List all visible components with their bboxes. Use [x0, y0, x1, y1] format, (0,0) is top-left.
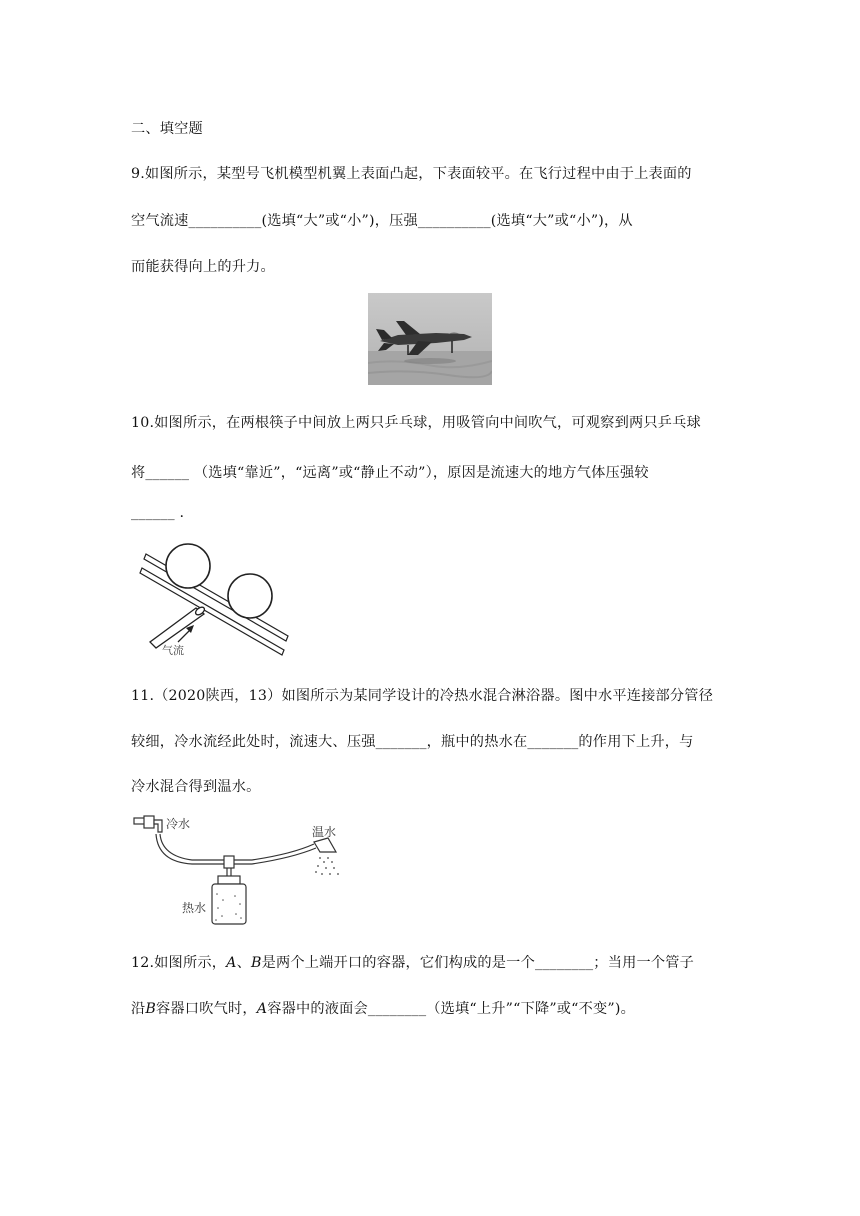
q9-line-1: 9.如图所示，某型号飞机模型机翼上表面凸起，下表面较平。在飞行过程中由于上表面的 — [131, 166, 692, 182]
q10-line-2: 将______ （选填“靠近”，“远离”或“静止不动”），原因是流速大的地方气体压强较 — [131, 465, 649, 481]
section-title: 二、填空题 — [131, 121, 203, 137]
var-a: A — [226, 955, 237, 971]
q12-line-1-post: 是两个上端开口的容器，它们构成的是一个________；当用一个管子 — [261, 955, 695, 971]
q11-line-1: 11.（2020陕西，13）如图所示为某同学设计的冷热水混合淋浴器。图中水平连接部分管径 — [131, 688, 714, 704]
q11-line-3: 冷水混合得到温水。 — [131, 779, 261, 795]
airplane-photo — [368, 293, 492, 385]
q12-line-1-pre: 12.如图所示， — [131, 955, 227, 971]
q10-line-3: ______ . — [131, 505, 185, 521]
q12-line-1 — [131, 952, 694, 972]
ping-pong-figure — [138, 538, 298, 658]
cold-water-label: 冷水 — [166, 817, 191, 831]
airflow-label: 气流 — [162, 644, 184, 657]
q10-line-1: 10.如图所示，在两根筷子中间放上两只乒乓球，用吸管向中间吹气，可观察到两只乒乓球 — [131, 415, 701, 431]
var-b: B — [250, 955, 262, 971]
var-b-2: B — [145, 1001, 157, 1017]
q9-line-3: 而能获得向上的升力。 — [131, 259, 275, 275]
shower-figure — [132, 808, 352, 928]
q12-line-2-mid: 容器口吹气时， — [156, 1001, 257, 1017]
q11-line-2: 较细，冷水流经此处时，流速大、压强_______，瓶中的热水在_______的作用下上升，与 — [131, 734, 694, 750]
var-a-2: A — [256, 1001, 268, 1017]
q12-line-2-pre: 沿 — [131, 1001, 146, 1017]
q12-line-2 — [131, 998, 635, 1018]
warm-water-label: 温水 — [312, 825, 337, 839]
q12-line-2-post: 容器中的液面会________（选填“上升”“下降”或“不变”)。 — [267, 1001, 635, 1017]
q9-line-2: 空气流速__________(选填“大”或“小”)，压强__________(选填“大”或“小”)，从 — [131, 213, 633, 229]
hot-water-label: 热水 — [182, 901, 207, 915]
q12-sep: 、 — [236, 955, 251, 971]
